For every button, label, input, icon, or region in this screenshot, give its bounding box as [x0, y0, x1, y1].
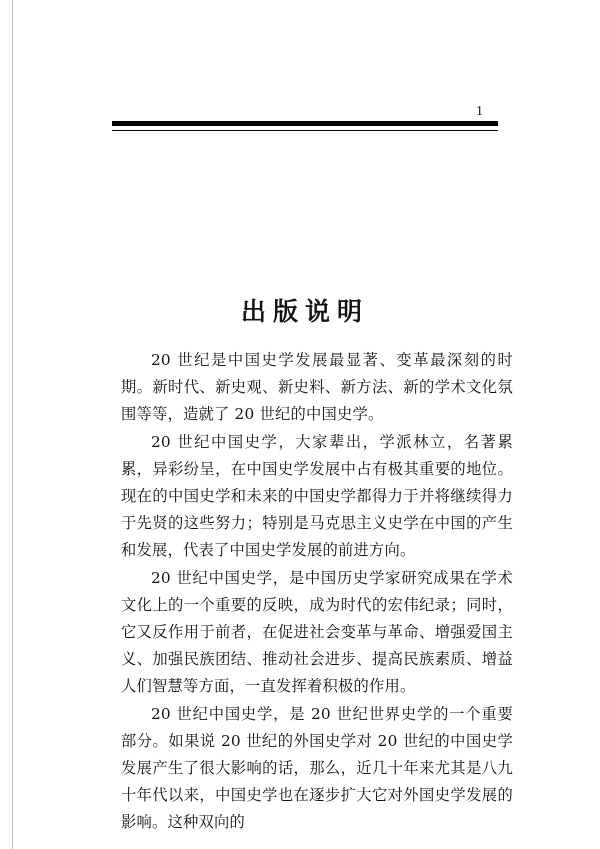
header-rule-thick	[112, 121, 498, 126]
section-title: 出版说明	[240, 296, 369, 326]
page-number: 1	[476, 104, 483, 119]
paragraph-1: 20 世纪是中国史学发展最显著、变革最深刻的时期。新时代、新史观、新史料、新方法、新的学术文化氛围等等，造就了 20 世纪的中国史学。	[121, 351, 513, 424]
paragraph-4: 20 世纪中国史学，是 20 世纪世界史学的一个重要部分。如果说 20 世纪的外国史学对 20 世纪的中国史学发展产生了很大影响的话，那么，近几十年来尤其是八九十年代以来，中国史学也在逐步扩大它对外国史学发展的影响。这种双向的	[121, 704, 513, 832]
paragraph-3: 20 世纪中国史学，是中国历史学家研究成果在学术文化上的一个重要的反映，成为时代的宏伟纪录；同时，它又反作用于前者，在促进社会变革与革命、增强爱国主义、加强民族团结、推动社会进步、提高民族素质、增益人们智慧等方面，一直发挥着积极的作用。	[121, 568, 513, 696]
page-left-edge	[12, 0, 13, 849]
body-text	[121, 347, 513, 837]
header-rule-thin	[112, 130, 498, 131]
paragraph-2: 20 世纪中国史学，大家辈出，学派林立，名著累累，异彩纷呈，在中国史学发展中占有极其重要的地位。现在的中国史学和未来的中国史学都得力于并将继续得力于先贤的这些努力；特别是马克思主义史学在中国的产生和发展，代表了中国史学发展的前进方向。	[121, 432, 513, 560]
